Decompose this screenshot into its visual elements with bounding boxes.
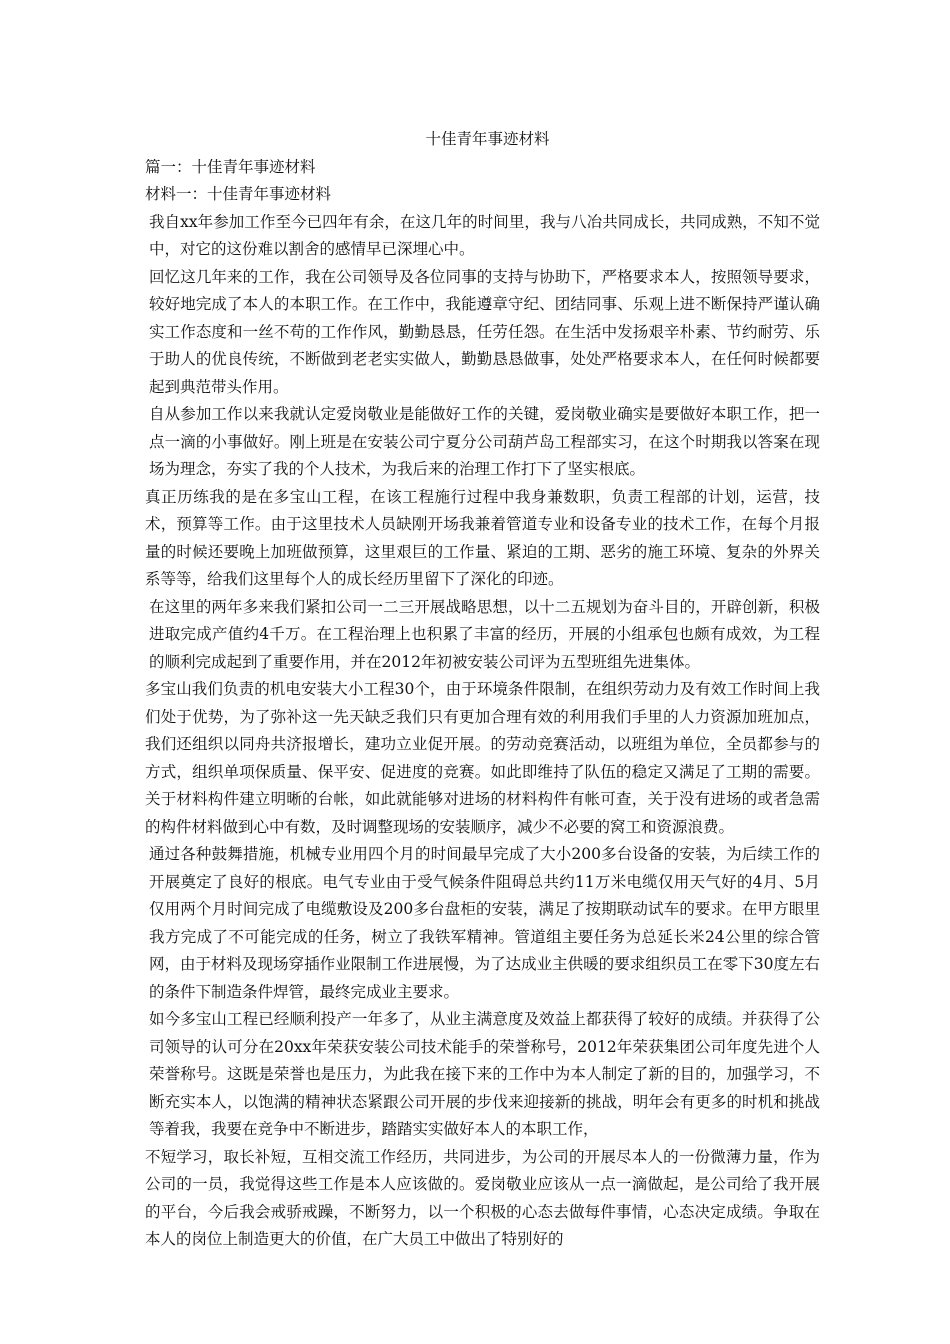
paragraph: 真正历练我的是在多宝山工程，在该工程施行过程中我身兼数职，负责工程部的计划，运营，技术，预算等工作。由于这里技术人员缺刚开场我兼着管道专业和设备专业的技术工作，在每个月报量的时候还要晚上加班做预算，这里艰巨的工作量、紧迫的工期、恶劣的施工环境、复杂的外界关系等等，给我们这里每个人的成长经历里留下了深化的印迹。 — [145, 487, 820, 588]
paragraph: 不短学习，取长补短，互相交流工作经历，共同进步，为公司的开展尽本人的一份微薄力量，作为公司的一员，我觉得这些工作是本人应该做的。爱岗敬业应该从一点一滴做起，是公司给了我开展的平台，今后我会戒骄戒躁，不断努力，以一个积极的心态去做每件事情，心态决定成绩。争取在本人的岗位上制造更大的价值，在广大员工中做出了特别好的 — [145, 1147, 820, 1248]
paragraph: 我自xx年参加工作至今已四年有余，在这几年的时间里，我与八冶共同成长，共同成熟，不知不觉中，对它的这份难以割舍的感情早已深埋心中。 — [149, 212, 820, 258]
paragraph: 通过各种鼓舞措施，机械专业用四个月的时间最早完成了大小200多台设备的安装，为后续工作的开展奠定了良好的根底。电气专业由于受气候条件阻碍总共约11万米电缆仅用天气好的4月、5月仅用两个月时间完成了电缆敷设及200多台盘柜的安装，满足了按期联动试车的要求。在甲方眼里我方完成了不可能完成的任务，树立了我铁军精神。管道组主要任务为总延长米24公里的综合管网，由于材料及现场穿插作业限制工作进展慢，为了达成业主供暖的要求组织员工在零下30度左右的条件下制造条件焊管，最终完成业主要求。 — [149, 845, 820, 1001]
paragraph: 回忆这几年来的工作，我在公司领导及各位同事的支持与协助下，严格要求本人，按照领导要求，较好地完成了本人的本职工作。在工作中，我能遵章守纪、团结同事、乐观上进不断保持严谨认确实工作态度和一丝不苟的工作作风，勤勤恳恳，任劳任怨。在生活中发扬艰辛朴素、节约耐劳、乐于助人的优良传统，不断做到老老实实做人，勤勤恳恳做事，处处严格要求本人，在任何时候都要起到典范带头作用。 — [149, 267, 820, 396]
paragraph: 如今多宝山工程已经顺利投产一年多了，从业主满意度及效益上都获得了较好的成绩。并获得了公司领导的认可分在20xx年荣获安装公司技术能手的荣誉称号，2012年荣获集团公司年度先进个人荣誉称号。这既是荣誉也是压力，为此我在接下来的工作中为本人制定了新的目的，加强学习，不断充实本人，以饱满的精神状态紧跟公司开展的步伐来迎接新的挑战，明年会有更多的时机和挑战等着我，我要在竞争中不断进步，踏踏实实做好本人的本职工作， — [149, 1010, 820, 1138]
paragraph: 自从参加工作以来我就认定爱岗敬业是能做好工作的关键，爱岗敬业确实是要做好本职工作，把一点一滴的小事做好。刚上班是在安装公司宁夏分公司葫芦岛工程部实习，在这个时期我以答案在现场为理念，夯实了我的个人技术，为我后来的治理工作打下了坚实根底。 — [149, 405, 820, 478]
subtitle-part-one: 篇一：十佳青年事迹材料 — [145, 157, 316, 176]
paragraph: 多宝山我们负责的机电安装大小工程30个，由于环境条件限制，在组织劳动力及有效工作时间上我们处于优势，为了弥补这一先天缺乏我们只有更加合理有效的利用我们手里的人力资源加班加点，我们还组织以同舟共济报增长，建功立业促开展。的劳动竞赛活动，以班组为单位，全员都参与的方式，组织单项保质量、保平安、促进度的竞赛。如此即维持了队伍的稳定又满足了工期的需要。关于材料构件建立明晰的台帐，如此就能够对进场的材料构件有帐可查，关于没有进场的或者急需的构件材料做到心中有数，及时调整现场的安装顺序，减少不必要的窝工和资源浪费。 — [145, 680, 820, 836]
subtitle-material-one: 材料一：十佳青年事迹材料 — [145, 185, 332, 203]
document-page — [145, 126, 820, 1254]
paragraph: 在这里的两年多来我们紧扣公司一二三开展战略思想，以十二五规划为奋斗目的，开辟创新，积极进取完成产值约4千万。在工程治理上也积累了丰富的经历，开展的小组承包也颇有成效，为工程的顺利完成起到了重要作用，并在2012年初被安装公司评为五型班组先进集体。 — [149, 597, 820, 671]
document-title: 十佳青年事迹材料 — [425, 130, 550, 148]
